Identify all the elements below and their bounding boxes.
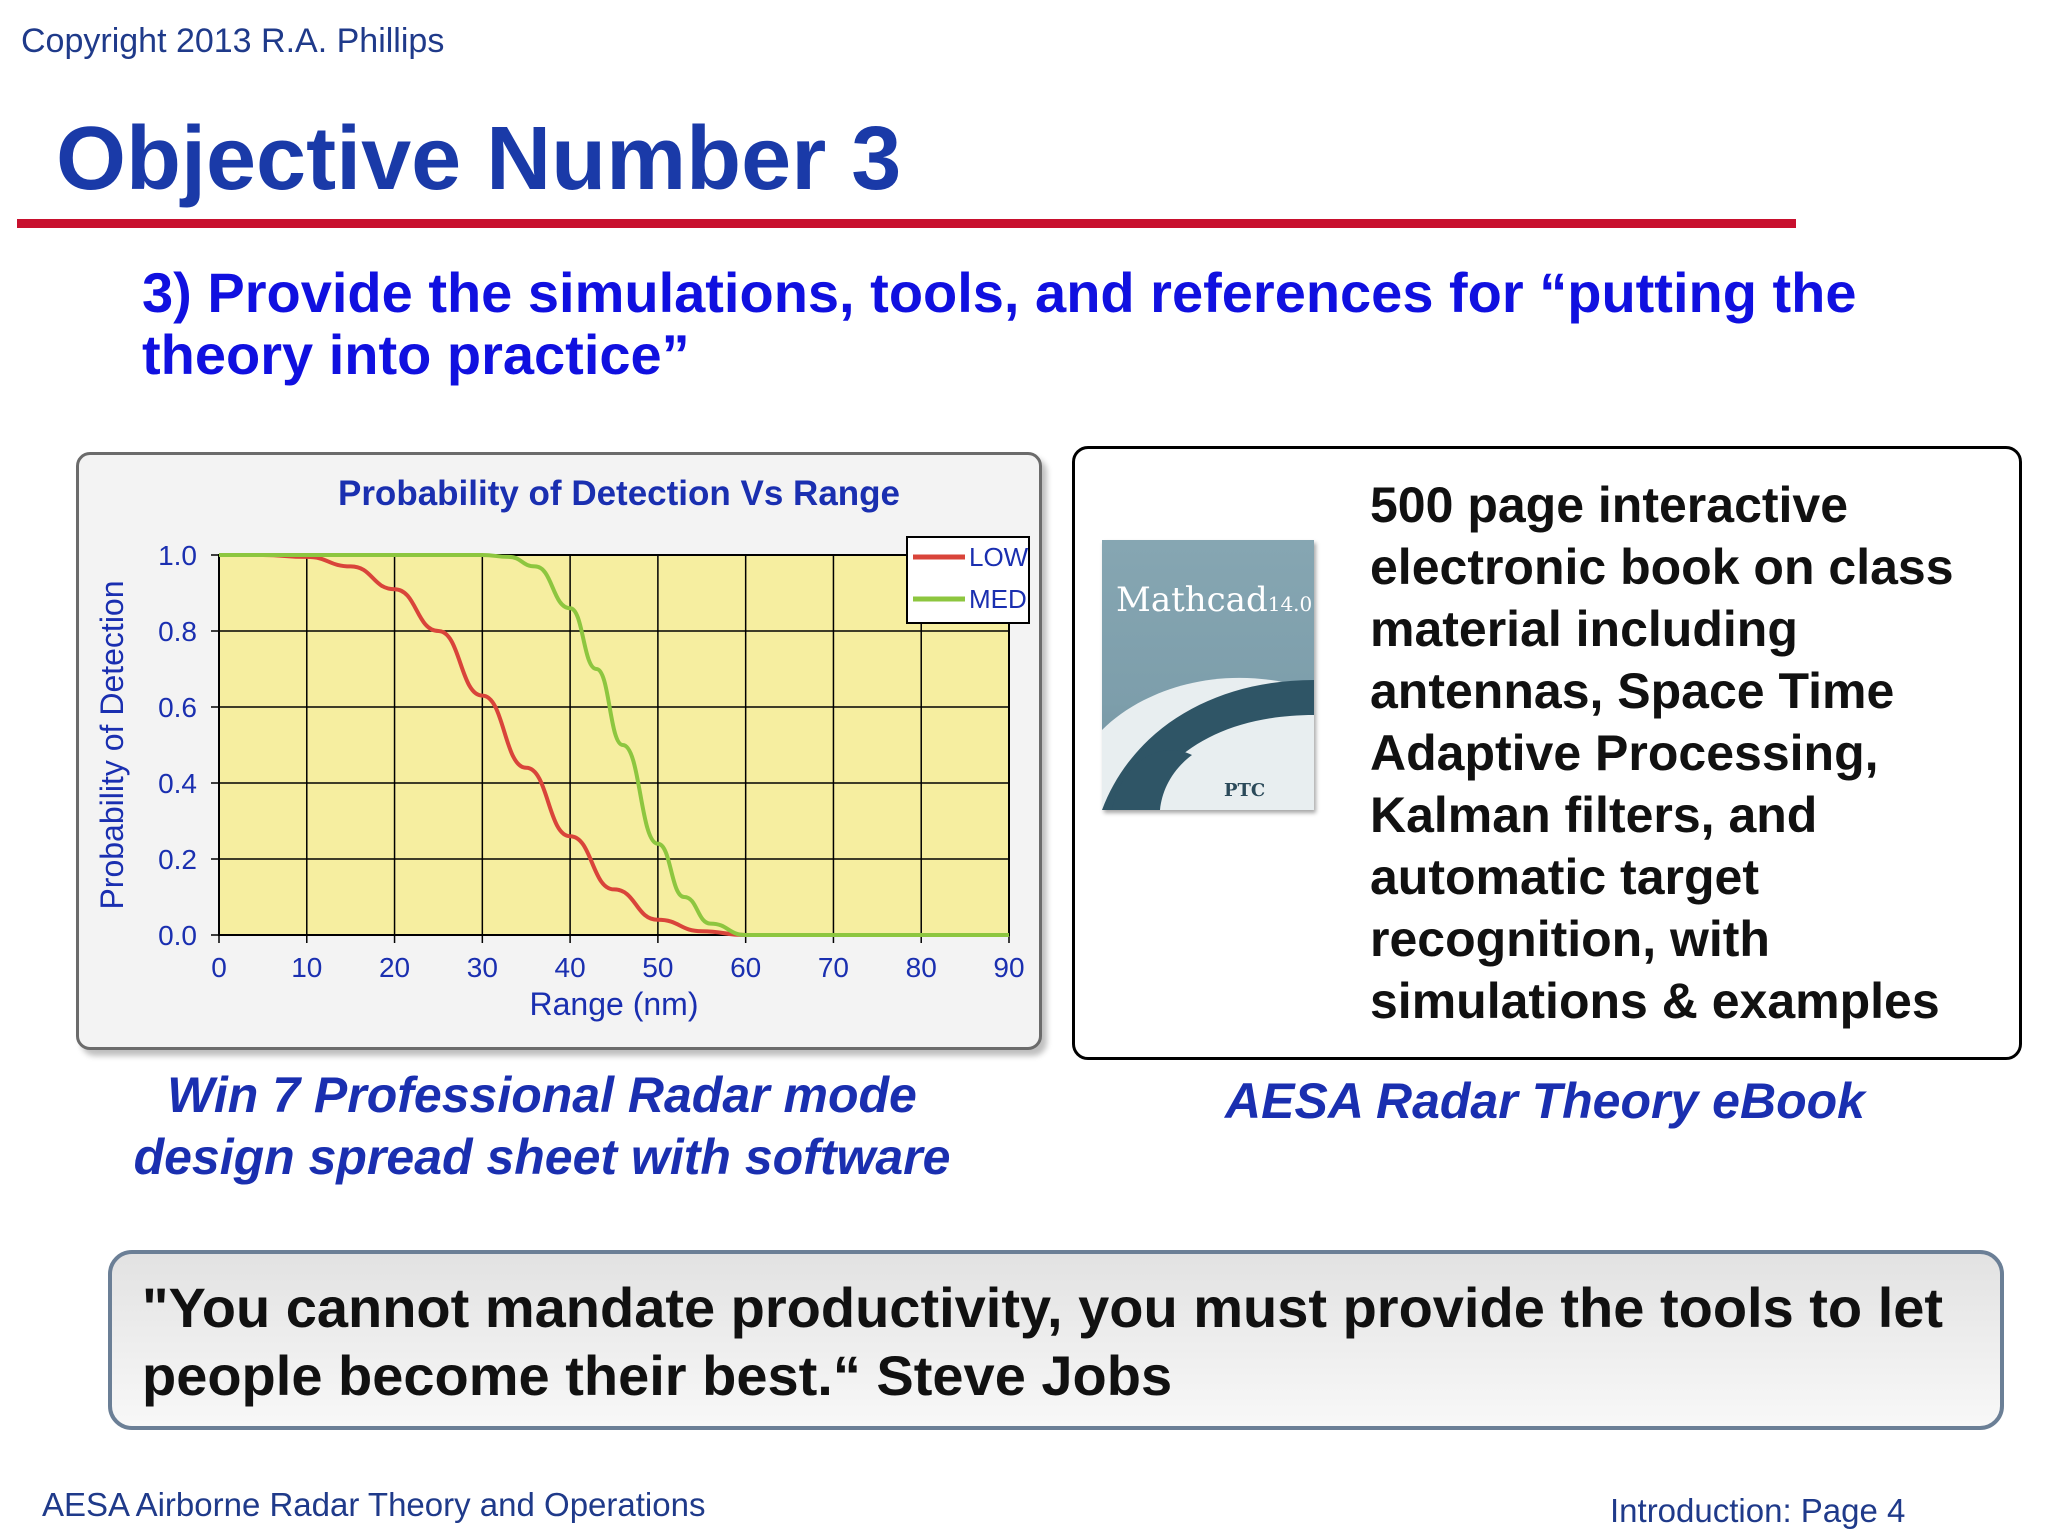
x-tick-label: 30 xyxy=(466,952,498,983)
x-tick-label: 20 xyxy=(378,952,411,983)
legend-label-low: LOW xyxy=(969,542,1029,572)
slide-title: Objective Number 3 xyxy=(56,109,902,209)
y-tick-label: 0.6 xyxy=(158,692,197,723)
cover-vendor-logo: PTC xyxy=(1224,780,1266,801)
cover-brand-text: Mathcad14.0 xyxy=(1116,580,1313,620)
y-tick-label: 1.0 xyxy=(158,540,197,571)
x-tick-label: 50 xyxy=(642,952,674,983)
pd-vs-range-chart xyxy=(79,455,1039,1047)
legend-label-med: MED xyxy=(969,584,1027,614)
footer-course-name: AESA Airborne Radar Theory and Operations xyxy=(42,1486,706,1523)
y-tick-label: 0.8 xyxy=(158,616,197,647)
y-tick-label: 0.4 xyxy=(158,768,197,799)
x-tick-label: 70 xyxy=(817,952,850,983)
copyright-text: Copyright 2013 R.A. Phillips xyxy=(21,22,445,60)
y-tick-label: 0.2 xyxy=(158,844,197,875)
objective-statement: 3) Provide the simulations, tools, and references for “putting the theory into practice” xyxy=(142,261,1857,386)
x-tick-label: 0 xyxy=(211,952,227,983)
x-tick-label: 60 xyxy=(730,952,762,983)
title-underline xyxy=(17,219,1796,228)
x-tick-label: 40 xyxy=(554,952,586,983)
y-tick-label: 0.0 xyxy=(158,920,197,951)
chart-panel xyxy=(76,452,1042,1050)
ebook-caption: AESA Radar Theory eBook xyxy=(1225,1073,1865,1129)
x-tick-label: 10 xyxy=(291,952,323,983)
ebook-description: 500 page interactive electronic book on class material including antennas, Space Time Adaptive Processing, Kalman filters, and automatic target recognition, with simulations & examples xyxy=(1370,477,1954,1029)
quote-box xyxy=(108,1250,2004,1430)
y-axis-label: Probability of Detection xyxy=(94,580,130,910)
footer-page-number: Introduction: Page 4 xyxy=(1610,1492,1906,1529)
x-axis-label: Range (nm) xyxy=(529,986,699,1022)
plot-area xyxy=(219,555,1009,935)
mathcad-cover-image xyxy=(1102,540,1314,810)
spreadsheet-caption: Win 7 Professional Radar mode design spread sheet with software xyxy=(133,1067,951,1185)
steve-jobs-quote: "You cannot mandate productivity, you must provide the tools to let people become their best.“ Steve Jobs xyxy=(142,1276,1944,1407)
x-tick-label: 90 xyxy=(993,952,1025,983)
x-tick-label: 80 xyxy=(905,952,937,983)
chart-title: Probability of Detection Vs Range xyxy=(337,474,901,513)
